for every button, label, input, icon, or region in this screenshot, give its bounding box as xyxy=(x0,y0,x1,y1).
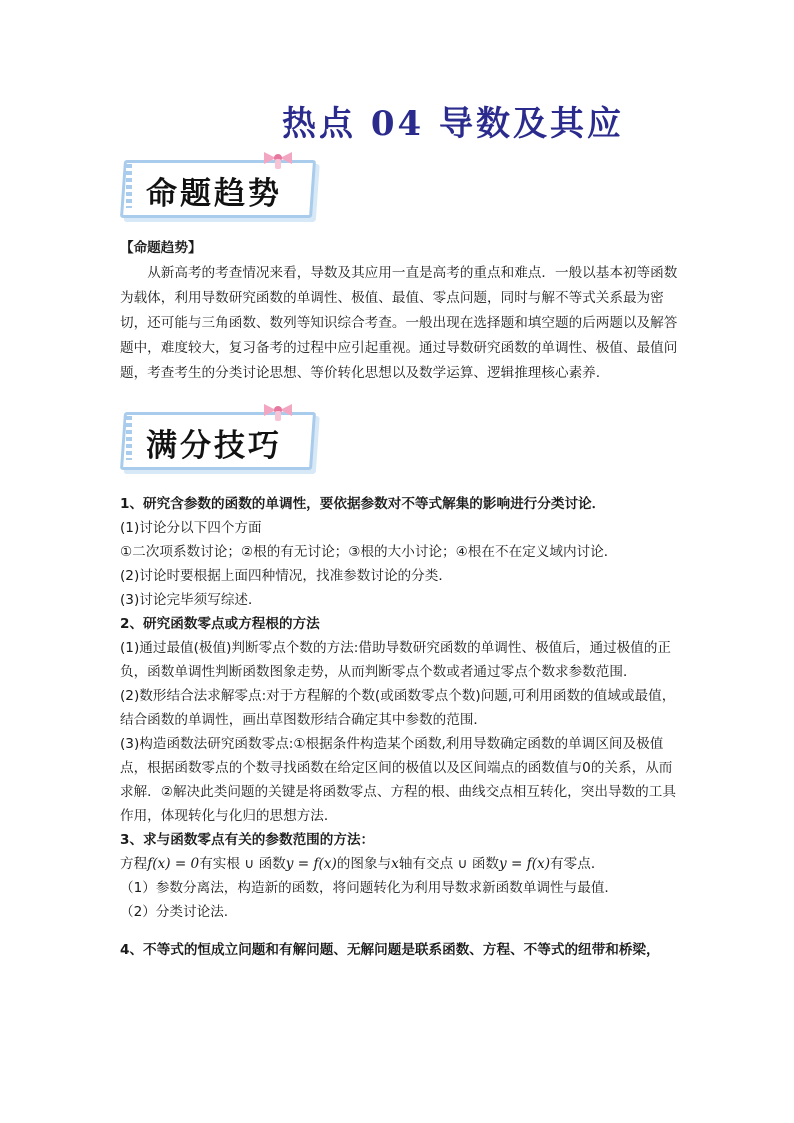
trend-banner-label: 命题趋势 xyxy=(146,176,282,212)
skill-3-item: （1）参数分离法，构造新的函数，将问题转化为利用导数求新函数单调性与最值. xyxy=(120,880,609,896)
skills-section xyxy=(120,492,680,962)
trend-heading: 【命题趋势】 xyxy=(120,240,202,256)
skill-3-formula: 方程f(x) = 0有实根 ∪ 函数y = f(x)的图象与x轴有交点 ∪ 函数y = f(x)有零点． xyxy=(120,856,605,872)
skill-2-title: 2、研究函数零点或方程根的方法 xyxy=(120,616,320,632)
skill-2-item: (3)构造函数法研究函数零点:①根据条件构造某个函数,利用导数确定函数的单调区间及极值点，根据函数零点的个数寻找函数在给定区间的极值以及区间端点的函数值与0的关系，从而求解．②解决此类问题的关键是将函数零点、方程的根、曲线交点相互转化，突出导数的工具作用，体现转化与化归的思想方法． xyxy=(120,736,676,824)
trend-banner xyxy=(118,150,318,220)
equivalence-symbol: ∪ xyxy=(457,856,468,872)
skill-2-item: (1)通过最值(极值)判断零点个数的方法:借助导数研究函数的单调性、极值后，通过极值的正负，函数单调性判断函数图象走势，从而判断零点个数或者通过零点个数求参数范围． xyxy=(120,640,672,680)
skills-banner-label: 满分技巧 xyxy=(146,428,282,464)
skill-1-item: ①二次项系数讨论；②根的有无讨论；③根的大小讨论；④根在不在定义域内讨论． xyxy=(120,544,618,560)
skills-banner xyxy=(118,402,318,472)
equivalence-symbol: ∪ xyxy=(244,856,255,872)
skill-1-item: (1)讨论分以下四个方面 xyxy=(120,520,262,536)
formula-y-eq-f: y = f(x) xyxy=(499,856,551,872)
skill-3-item: （2）分类讨论法. xyxy=(120,904,229,920)
formula-f-eq-0: f(x) = 0 xyxy=(147,856,200,872)
paper-clip-icon xyxy=(258,398,298,422)
skill-1-item: (2)讨论时要根据上面四种情况，找准参数讨论的分类． xyxy=(120,568,452,584)
formula-y-eq-f: y = f(x) xyxy=(285,856,337,872)
skill-3-title: 3、求与函数零点有关的参数范围的方法： xyxy=(120,832,375,848)
trend-paragraph: 从新高考的考查情况来看，导数及其应用一直是高考的重点和难点．一般以基本初等函数为载体，利用导数研究函数的单调性、极值、最值、零点问题，同时与解不等式关系最为密切，还可能与三角函数、数列等知识综合考查。一般出现在选择题和填空题的后两题以及解答题中，难度较大，复习备考的过程中应引起重视。通过导数研究函数的单调性、极值、最值问题，考查考生的分类讨论思想、等价转化思想以及数学运算、逻辑推理核心素养. xyxy=(120,265,678,381)
skill-4-title: 4、不等式的恒成立问题和有解问题、无解问题是联系函数、方程、不等式的纽带和桥梁， xyxy=(120,942,660,958)
page-title: 热点 04 导数及其应 xyxy=(282,104,624,144)
trend-section xyxy=(120,236,680,386)
paper-clip-icon xyxy=(258,146,298,170)
skill-1-title: 1、研究含参数的函数的单调性，要依据参数对不等式解集的影响进行分类讨论． xyxy=(120,496,606,512)
skill-1-item: (3)讨论完毕须写综述． xyxy=(120,592,262,608)
skill-2-item: (2)数形结合法求解零点:对于方程解的个数(或函数零点个数)问题,可利用函数的值域或最值，结合函数的单调性，画出草图数形结合确定其中参数的范围． xyxy=(120,688,676,728)
